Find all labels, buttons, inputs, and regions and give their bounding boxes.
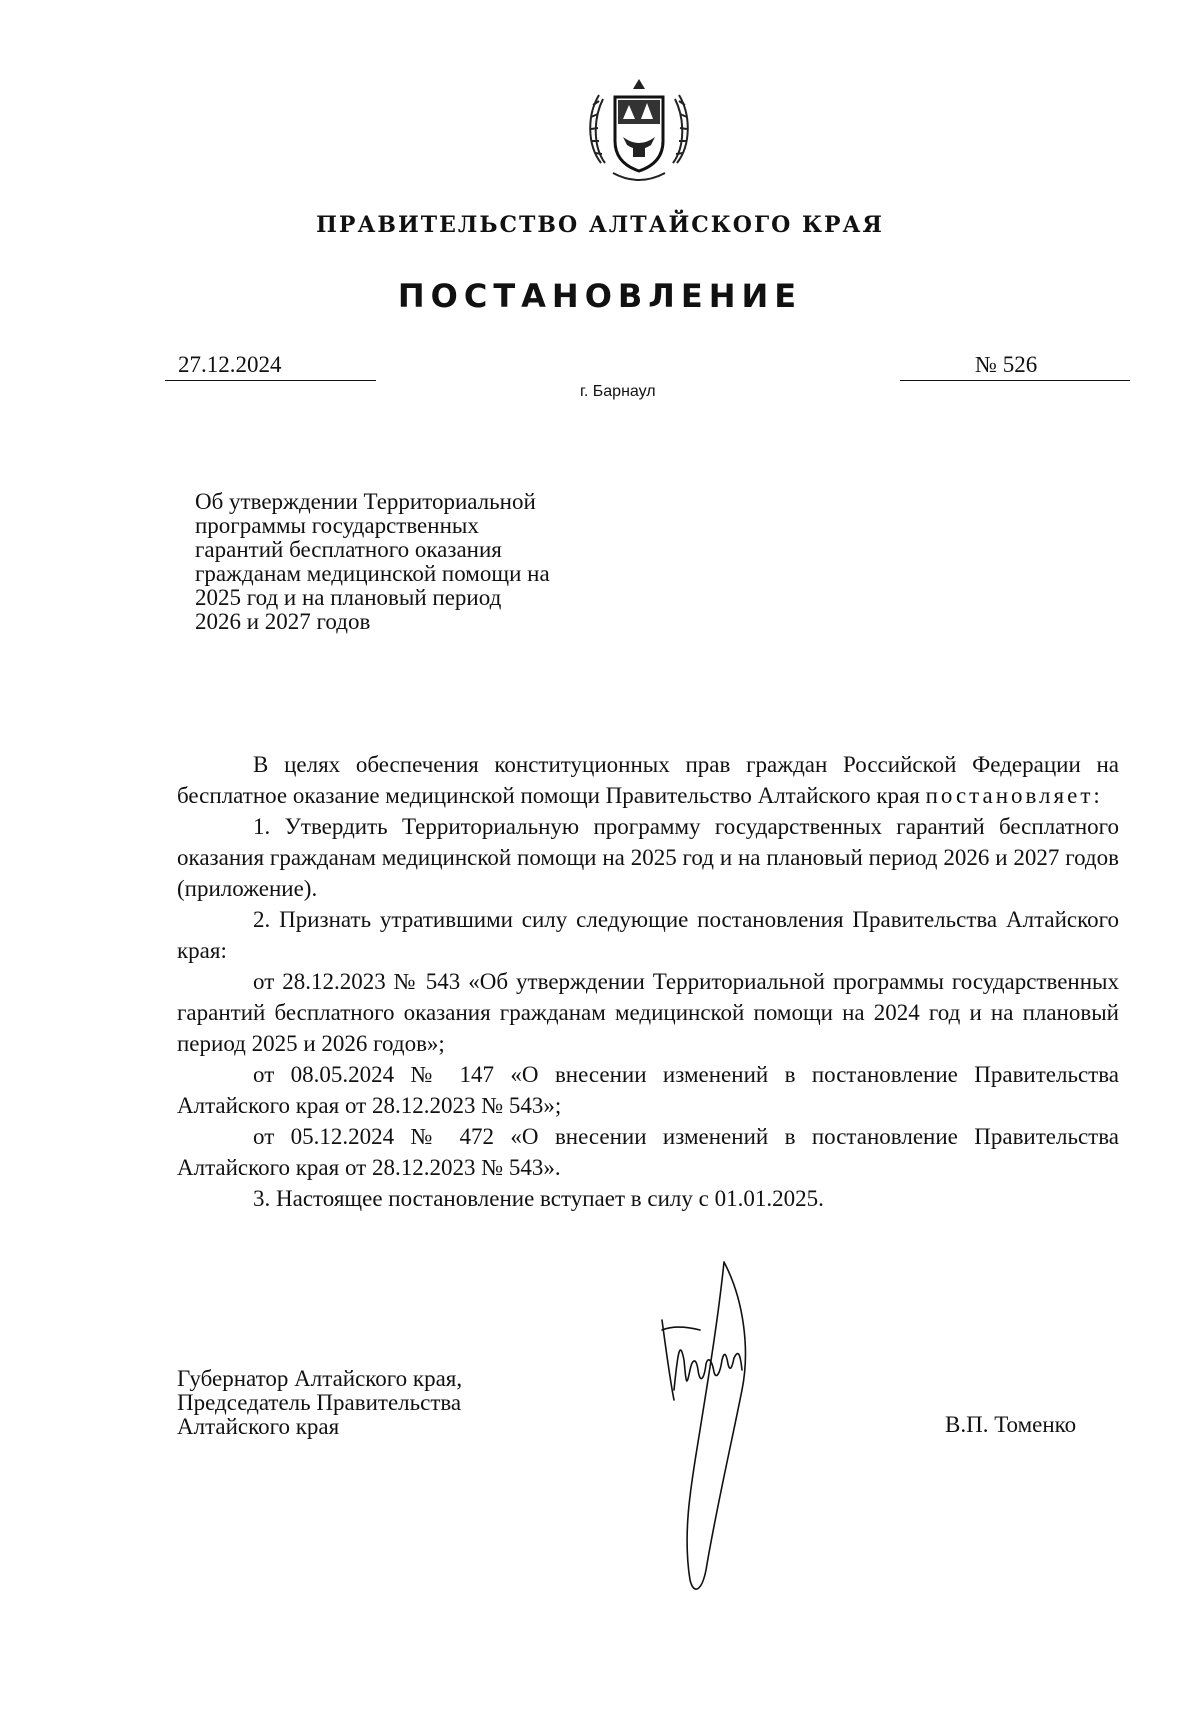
subject-line: 2025 год и на плановый период [195,585,502,610]
document-body [177,749,1119,1214]
document-date-field [165,352,376,381]
signature-icon [660,1260,800,1600]
signatory-title [177,1367,577,1439]
item-1: 1. Утвердить Территориальную программу государственных гарантий бесплатного оказания гражданам медицинской помощи на 2025 год и на плановый период 2026 и 2027 годов (приложение). [177,814,1119,901]
signatory-title-line: Губернатор Алтайского края, [177,1366,463,1391]
decree-word: постановляет: [925,783,1103,808]
item-3: 3. Настоящее постановление вступает в силу с 01.01.2025. [253,1186,824,1211]
subject-line: Об утверждении Территориальной [195,489,536,514]
signatory-title-line: Председатель Правительства [177,1390,462,1415]
item-2-c: от 05.12.2024 № 472 «О внесении изменений в постановление Правительства Алтайского края от 28.12.2023 № 543». [177,1124,1119,1180]
document-type-title: ПОСТАНОВЛЕНИЕ [397,277,803,315]
document-subject [195,490,650,634]
item-2: 2. Признать утратившими силу следующие постановления Правительства Алтайского края: [177,907,1119,963]
subject-line: программы государственных [195,513,479,538]
item-2-b: от 08.05.2024 № 147 «О внесении изменений в постановление Правительства Алтайского края от 28.12.2023 № 543»; [177,1062,1119,1118]
signatory-name: В.П. Томенко [945,1412,1077,1437]
intro-text: В целях обеспечения конституционных прав граждан Российской Федерации на бесплатное оказание медицинской помощи Правительство Алтайского края [177,752,1119,808]
organization-name: ПРАВИТЕЛЬСТВО АЛТАЙСКОГО КРАЯ [316,212,884,238]
item-2-a: от 28.12.2023 № 543 «Об утверждении Территориальной программы государственных гарантий бесплатного оказания гражданам медицинской помощи на 2024 год и на плановый период 2025 и 2026 годов»; [177,969,1119,1056]
document-city: г. Барнаул [580,383,656,400]
intro-paragraph [177,749,1119,811]
coat-of-arms-icon [583,75,695,185]
subject-line: 2026 и 2027 годов [195,609,371,634]
subject-line: гражданам медицинской помощи на [195,561,550,586]
subject-line: гарантий бесплатного оказания [195,537,502,562]
document-date: 27.12.2024 [178,352,282,377]
document-number-field [900,352,1130,381]
signatory-title-line: Алтайского края [177,1414,340,1439]
document-number: № 526 [975,352,1038,377]
